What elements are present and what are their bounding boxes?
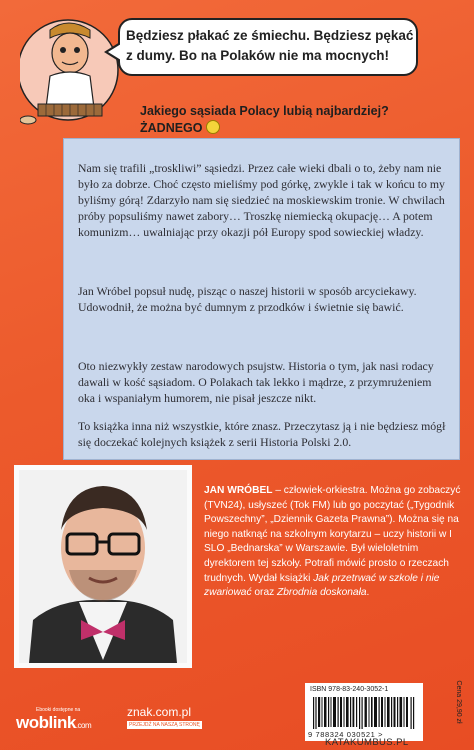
watermark: KATAKUMBUS.PL — [325, 737, 409, 748]
blurb-paragraph-3: Oto niezwykły zestaw narodowych psujstw. Historia o tym, jak nasi rodacy dawali w kość sąsiadom. O Polakach tak lekko i mądrze, z przymrużeniem oka i wspaniałym humorem, nie pisał jeszcze nikt. — [78, 358, 434, 405]
price-label — [447, 672, 467, 732]
headline-answer: ŻADNEGO — [140, 121, 203, 135]
headline — [140, 103, 470, 137]
cartoon-mascot-illustration — [20, 8, 120, 133]
isbn-number: ISBN 978-83-240-3052-1 — [310, 686, 389, 693]
barcode-digits: 9 788324 030521 > — [308, 730, 384, 739]
blurb-paragraph-2: Jan Wróbel popsuł nudę, pisząc o naszej historii w sposób arcyciekawy. Udowodnił, że można być dumnym z przodków i świetnie się bawić. — [78, 283, 417, 314]
smiley-icon — [206, 120, 220, 134]
author-bio: JAN WRÓBEL – człowiek-orkiestra. Można go zobaczyć (TVN24), usłyszeć (Tok FM) lub go poczytać („Tygodnik Powszechny”, „Dziennik Gazeta Prawna”). Można się na niego natknąć na szkolnym korytarzu – uczy historii w I SLO „Bednarska” w Warszawie. Był wieloletnim dyrektorem tej szkoły. Potrafi mówić prosto o rzeczach trudnych. Wydał książki Jak przetrwać w szkole i nie zwariować oraz Zbrodnia doskonała. — [204, 485, 461, 599]
author-photo — [14, 465, 192, 668]
blurb-paragraph-4: To książka inna niż wszystkie, które znasz. Przeczytasz ją i nie będziesz mógł się doczekać kolejnych książek z serii Historia Polski 2.0. — [78, 418, 446, 449]
barcode-icon — [313, 697, 415, 729]
znak-tagline: PRZEJDŹ NA NASZĄ STRONĘ — [129, 722, 200, 728]
woblink-tagline: Ebooki dostępne na — [36, 707, 81, 713]
book-title-2: Zbrodnia doskonała — [277, 587, 367, 599]
speech-bubble-tail-fill — [108, 44, 121, 60]
book-title-1: Jak przetrwać w szkole i nie zwariować — [204, 572, 440, 599]
blurb-paragraph-1: Nam się trafili „troskliwi” sąsiedzi. Przez całe wieki dbali o to, żeby nam nie było za dobrze. Choć często mieliśmy pod górkę, zwykle i tak w końcu to my byliśmy górą! Zdarzyło nam się siedzieć na moskiewskim tronie. W chwilach próby popsuliśmy nawet zabory… Troszkę niemiecką okupację… A potem komunizm… uwalniając przy okazji pół Europy spod sowieckiej władzy. — [78, 160, 445, 239]
headline-question: Jakiego sąsiada Polacy lubią najbardziej? — [140, 104, 389, 118]
speech-bubble-text: Będziesz płakać ze śmiechu. Będziesz pękać z dumy. Bo na Polaków nie ma mocnych! — [126, 28, 414, 63]
author-name: JAN WRÓBEL — [204, 485, 273, 496]
znak-logo: znak.com.pl — [127, 705, 192, 719]
price-text: Cena 29,90 zł — [455, 680, 462, 724]
woblink-logo: woblink.com — [16, 713, 92, 732]
